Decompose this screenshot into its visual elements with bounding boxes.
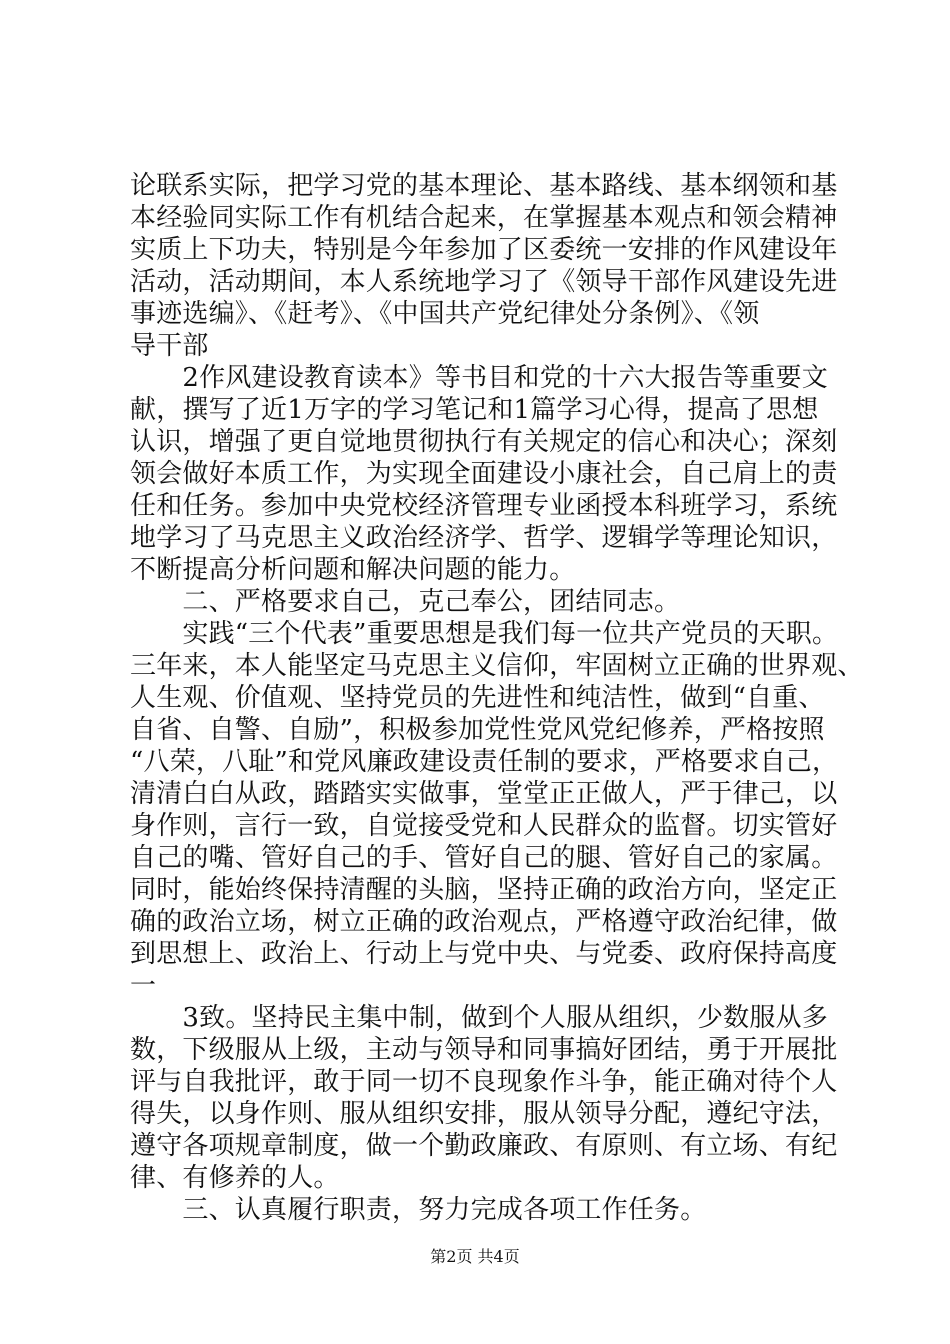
- text-line: 2作风建设教育读本》等书目和党的十六大报告等重要文: [130, 363, 828, 393]
- text-line: 自省、自警、自励”，积极参加党性党风党纪修养，严格按照: [130, 715, 825, 745]
- text-line: 任和任务。参加中央党校经济管理专业函授本科班学习，系统: [130, 491, 838, 521]
- text-line: 认识，增强了更自觉地贯彻执行有关规定的信心和决心；深刻: [130, 427, 838, 457]
- text-line: 同时，能始终保持清醒的头脑，坚持正确的政治方向，坚定正: [130, 875, 838, 905]
- text-line: 评与自我批评，敢于同一切不良现象作斗争，能正确对待个人: [130, 1067, 838, 1097]
- text-line: 一: [130, 971, 157, 1001]
- text-line: 三年来，本人能坚定马克思主义信仰，牢固树立正确的世界观、: [130, 651, 864, 681]
- text-line: 确的政治立场，树立正确的政治观点，严格遵守政治纪律，做: [130, 907, 838, 937]
- body-text: [130, 170, 864, 1226]
- text-line: “八荣，八耻”和党风廉政建设责任制的要求，严格要求自己，: [130, 747, 839, 777]
- text-line: 自己的嘴、管好自己的手、管好自己的腿、管好自己的家属。: [130, 843, 838, 873]
- text-line: 身作则，言行一致，自觉接受党和人民群众的监督。切实管好: [130, 811, 838, 841]
- text-line: 事迹选编》、《赶考》、《中国共产党纪律处分条例》、《领: [130, 299, 760, 329]
- text-line: 3致。坚持民主集中制，做到个人服从组织，少数服从多: [130, 1003, 828, 1033]
- text-line: 数，下级服从上级，主动与领导和同事搞好团结，勇于开展批: [130, 1035, 838, 1065]
- text-line: 得失，以身作则、服从组织安排，服从领导分配，遵纪守法，: [130, 1099, 838, 1129]
- text-line: 实践“三个代表”重要思想是我们每一位共产党员的天职。: [130, 619, 839, 649]
- text-line: 二、严格要求自己，克己奉公，团结同志。: [130, 587, 681, 617]
- text-line: 导干部: [130, 331, 209, 361]
- text-line: 律、有修养的人。: [130, 1163, 340, 1193]
- text-line: 清清白白从政，踏踏实实做事，堂堂正正做人，严于律己，以: [130, 779, 838, 809]
- text-line: 遵守各项规章制度，做一个勤政廉政、有原则、有立场、有纪: [130, 1131, 838, 1161]
- text-line: 本经验同实际工作有机结合起来，在掌握基本观点和领会精神: [130, 203, 838, 233]
- text-line: 论联系实际，把学习党的基本理论、基本路线、基本纲领和基: [130, 171, 838, 201]
- page-footer: 第2页 共4页: [430, 1247, 520, 1266]
- text-line: 献，撰写了近1万字的学习笔记和1篇学习心得，提高了思想: [130, 395, 819, 425]
- text-line: 领会做好本质工作，为实现全面建设小康社会，自己肩上的责: [130, 459, 838, 489]
- text-line: 实质上下功夫，特别是今年参加了区委统一安排的作风建设年: [130, 235, 838, 265]
- text-line: 活动，活动期间，本人系统地学习了《领导干部作风建设先进: [130, 267, 838, 297]
- text-line: 地学习了马克思主义政治经济学、哲学、逻辑学等理论知识，: [130, 523, 838, 553]
- text-line: 不断提高分析问题和解决问题的能力。: [130, 555, 576, 585]
- text-line: 到思想上、政治上、行动上与党中央、与党委、政府保持高度: [130, 939, 838, 969]
- text-line: 人生观、价值观、坚持党员的先进性和纯洁性，做到“自重、: [130, 683, 825, 713]
- text-line: 三、认真履行职责，努力完成各项工作任务。: [130, 1195, 707, 1225]
